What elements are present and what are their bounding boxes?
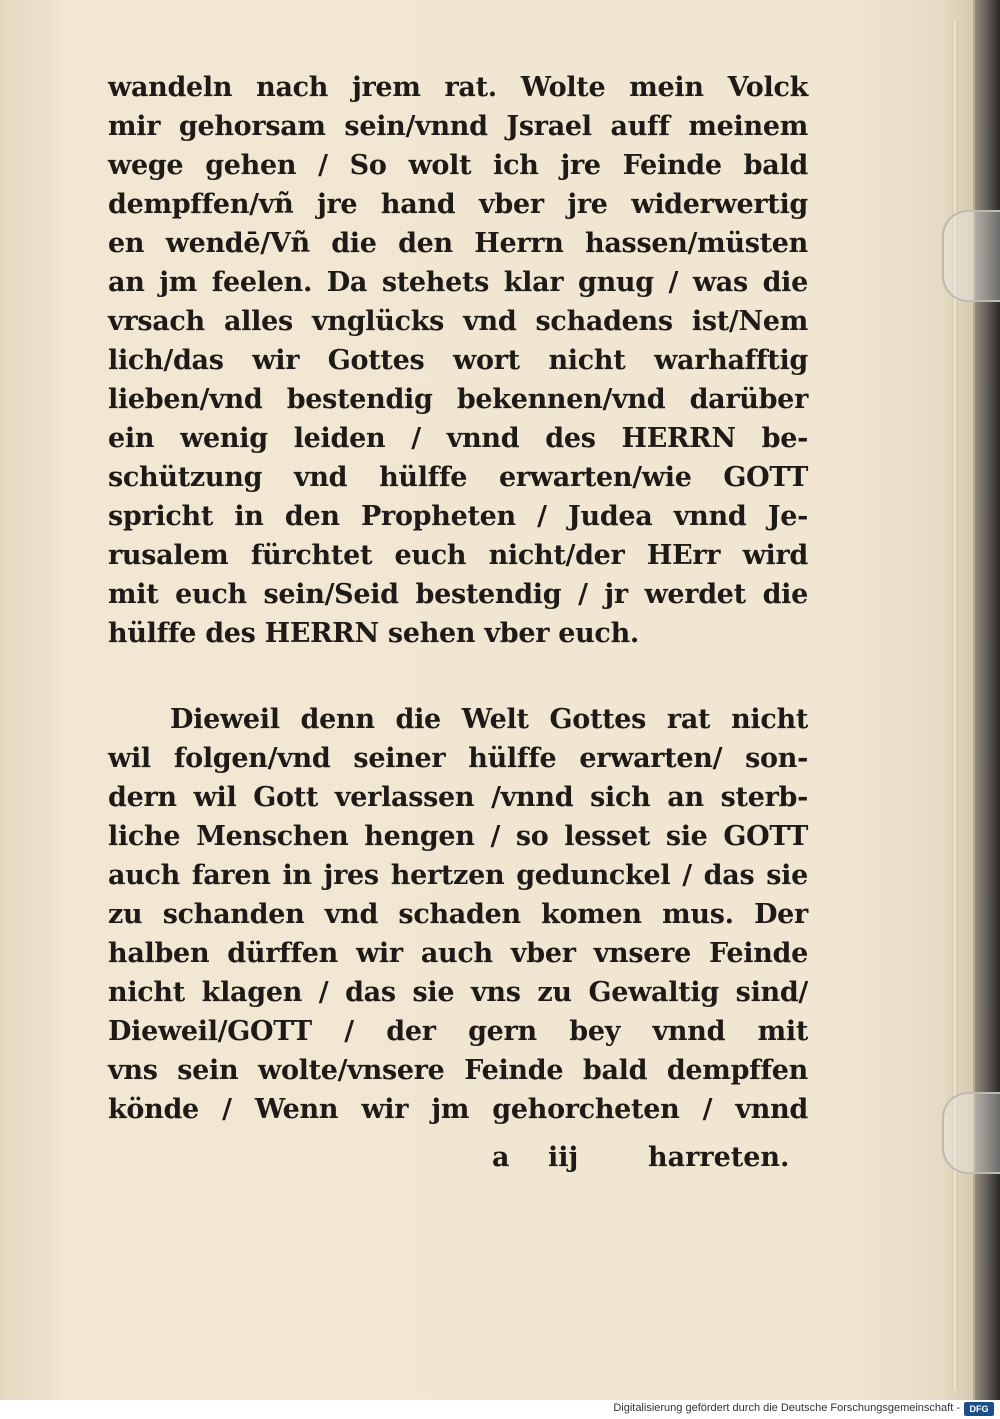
signature-number: iij xyxy=(548,1142,579,1173)
signature-mark: a xyxy=(492,1142,510,1173)
text-line: rusalem fürchtet euch nicht/der HErr wird xyxy=(108,540,808,571)
text-line: an jm feelen. Da stehets klar gnug / was die xyxy=(108,267,808,298)
page-clip-bottom xyxy=(942,1092,1000,1174)
text-line: Dieweil denn die Welt Gottes rat nicht xyxy=(170,704,808,735)
text-line: liche Menschen hengen / so lesset sie GOTT xyxy=(108,821,808,852)
text-line: wandeln nach jrem rat. Wolte mein Volck xyxy=(108,72,808,103)
text-line: lieben/vnd bestendig bekennen/vnd darüber xyxy=(108,384,808,415)
text-line: lich/das wir Gottes wort nicht warhafftig xyxy=(108,345,808,376)
text-line: auch faren in jres hertzen gedunckel / das sie xyxy=(108,860,808,891)
text-line: nicht klagen / das sie vns zu Gewaltig sind/ xyxy=(108,977,808,1008)
text-line: hülffe des HERRN sehen vber euch. xyxy=(108,618,639,649)
text-line: vrsach alles vnglücks vnd schadens ist/Nem xyxy=(108,306,808,337)
text-line: schützung vnd hülffe erwarten/wie GOTT xyxy=(108,462,808,493)
text-line: wil folgen/vnd seiner hülffe erwarten/ son- xyxy=(108,743,808,774)
text-line: wege gehen / So wolt ich jre Feinde bald xyxy=(108,150,808,181)
funding-credit: Digitalisierung gefördert durch die Deutsche Forschungsgemeinschaft - xyxy=(613,1402,960,1414)
text-line: könde / Wenn wir jm gehorcheten / vnnd xyxy=(108,1094,808,1125)
text-line: mit euch sein/Seid bestendig / jr werdet die xyxy=(108,579,808,610)
text-line: mir gehorsam sein/vnnd Jsrael auff meinem xyxy=(108,111,808,142)
text-line: spricht in den Propheten / Judea vnnd Je- xyxy=(108,501,808,532)
page-clip-top xyxy=(942,210,1000,302)
text-line: en wendē/Vñ die den Herrn hassen/müsten xyxy=(108,228,808,259)
text-line: ein wenig leiden / vnnd des HERRN be- xyxy=(108,423,808,454)
text-line: Dieweil/GOTT / der gern bey vnnd mit xyxy=(108,1016,808,1047)
text-line: halben dürffen wir auch vber vnsere Feinde xyxy=(108,938,808,969)
text-line: dempffen/vñ jre hand vber jre widerwertig xyxy=(108,189,808,220)
dfg-logo: DFG xyxy=(964,1402,994,1416)
text-line: zu schanden vnd schaden komen mus. Der xyxy=(108,899,808,930)
text-line: dern wil Gott verlassen /vnnd sich an sterb- xyxy=(108,782,808,813)
text-line: vns sein wolte/vnsere Feinde bald dempffen xyxy=(108,1055,808,1086)
catchword: harreten. xyxy=(648,1142,790,1173)
